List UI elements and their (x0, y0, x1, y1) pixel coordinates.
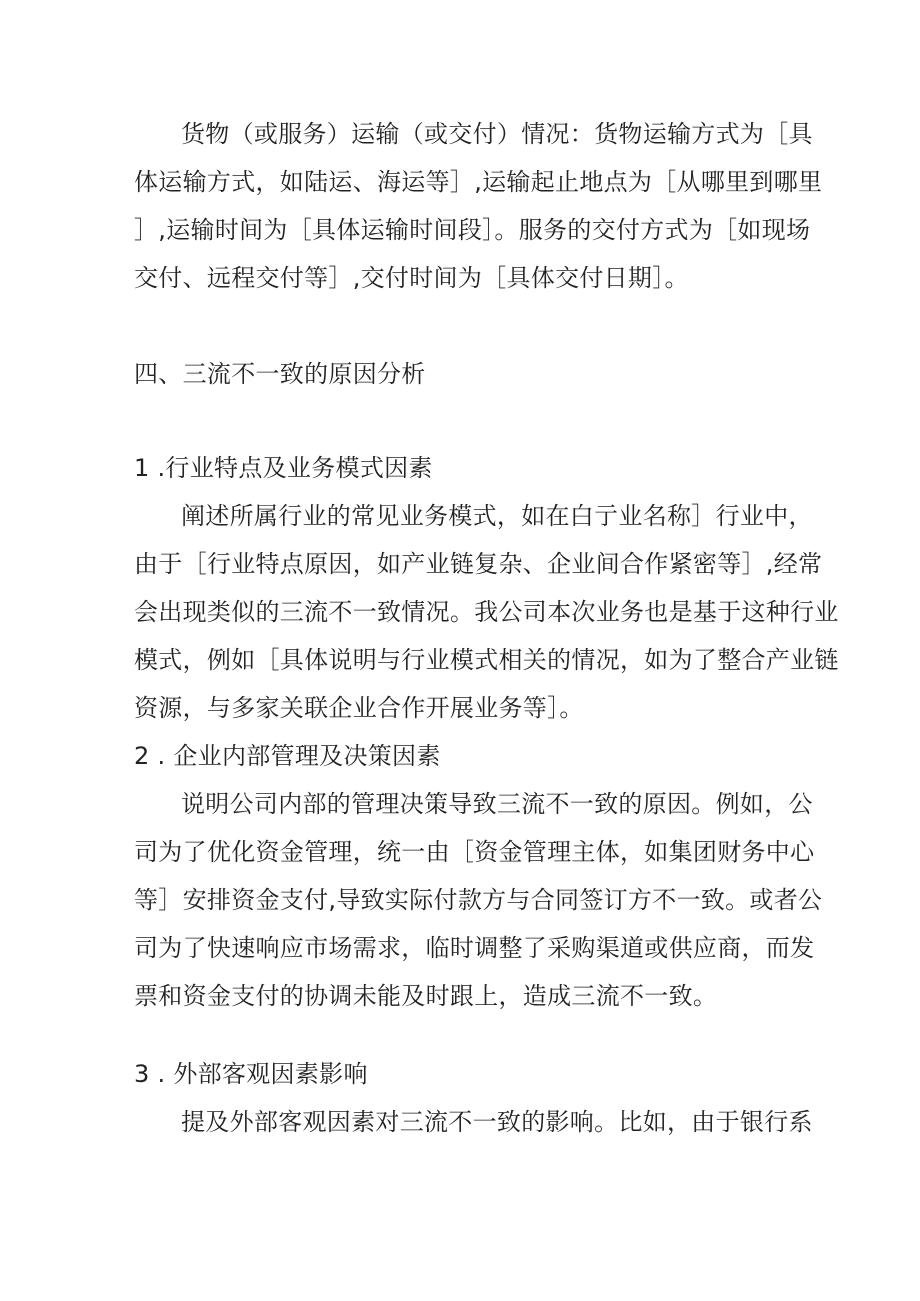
paragraph-line: 体运输方式，如陆运、海运等］,运输起止地点为［从哪里到哪里 (134, 168, 823, 196)
subsection-heading: 1 .行业特点及业务模式因素 (134, 454, 433, 482)
subsection-heading: 2 . 企业内部管理及决策因素 (134, 742, 441, 770)
paragraph-line: ］,运输时间为［具体运输时间段］。服务的交付方式为［如现场 (134, 216, 811, 244)
paragraph-line: 交付、远程交付等］,交付时间为［具体交付日期］。 (134, 264, 689, 292)
paragraph-line: 票和资金支付的协调未能及时跟上，造成三流不一致。 (134, 982, 718, 1010)
paragraph-line: 模式，例如［具体说明与行业模式相关的情况，如为了整合产业链 (134, 646, 839, 674)
paragraph-line: 等］安排资金支付,导致实际付款方与合同签订方不一致。或者公 (134, 886, 823, 914)
paragraph-line: 会出现类似的三流不一致情况。我公司本次业务也是基于这种行业 (134, 598, 839, 626)
paragraph-line: 由于［行业特点原因，如产业链复杂、企业间合作紧密等］,经常 (134, 550, 823, 578)
paragraph-line: 司为了优化资金管理，统一由［资金管理主体，如集团财务中心 (134, 838, 815, 866)
paragraph-line: 提及外部客观因素对三流不一致的影响。比如，由于银行系 (181, 1108, 813, 1136)
paragraph-line: 货物（或服务）运输（或交付）情况：货物运输方式为［具 (181, 120, 813, 148)
paragraph-line: 说明公司内部的管理决策导致三流不一致的原因。例如，公 (181, 790, 813, 818)
section-heading: 四、三流不一致的原因分析 (134, 360, 426, 388)
paragraph-line: 司为了快速响应市场需求，临时调整了采购渠道或供应商，而发 (134, 934, 815, 962)
paragraph-line: 阐述所属行业的常见业务模式，如在白亍业名称］行业中， (181, 502, 813, 530)
paragraph-line: 资源，与多家关联企业合作开展业务等］。 (134, 694, 584, 722)
subsection-heading: 3 . 外部客观因素影响 (134, 1060, 368, 1088)
